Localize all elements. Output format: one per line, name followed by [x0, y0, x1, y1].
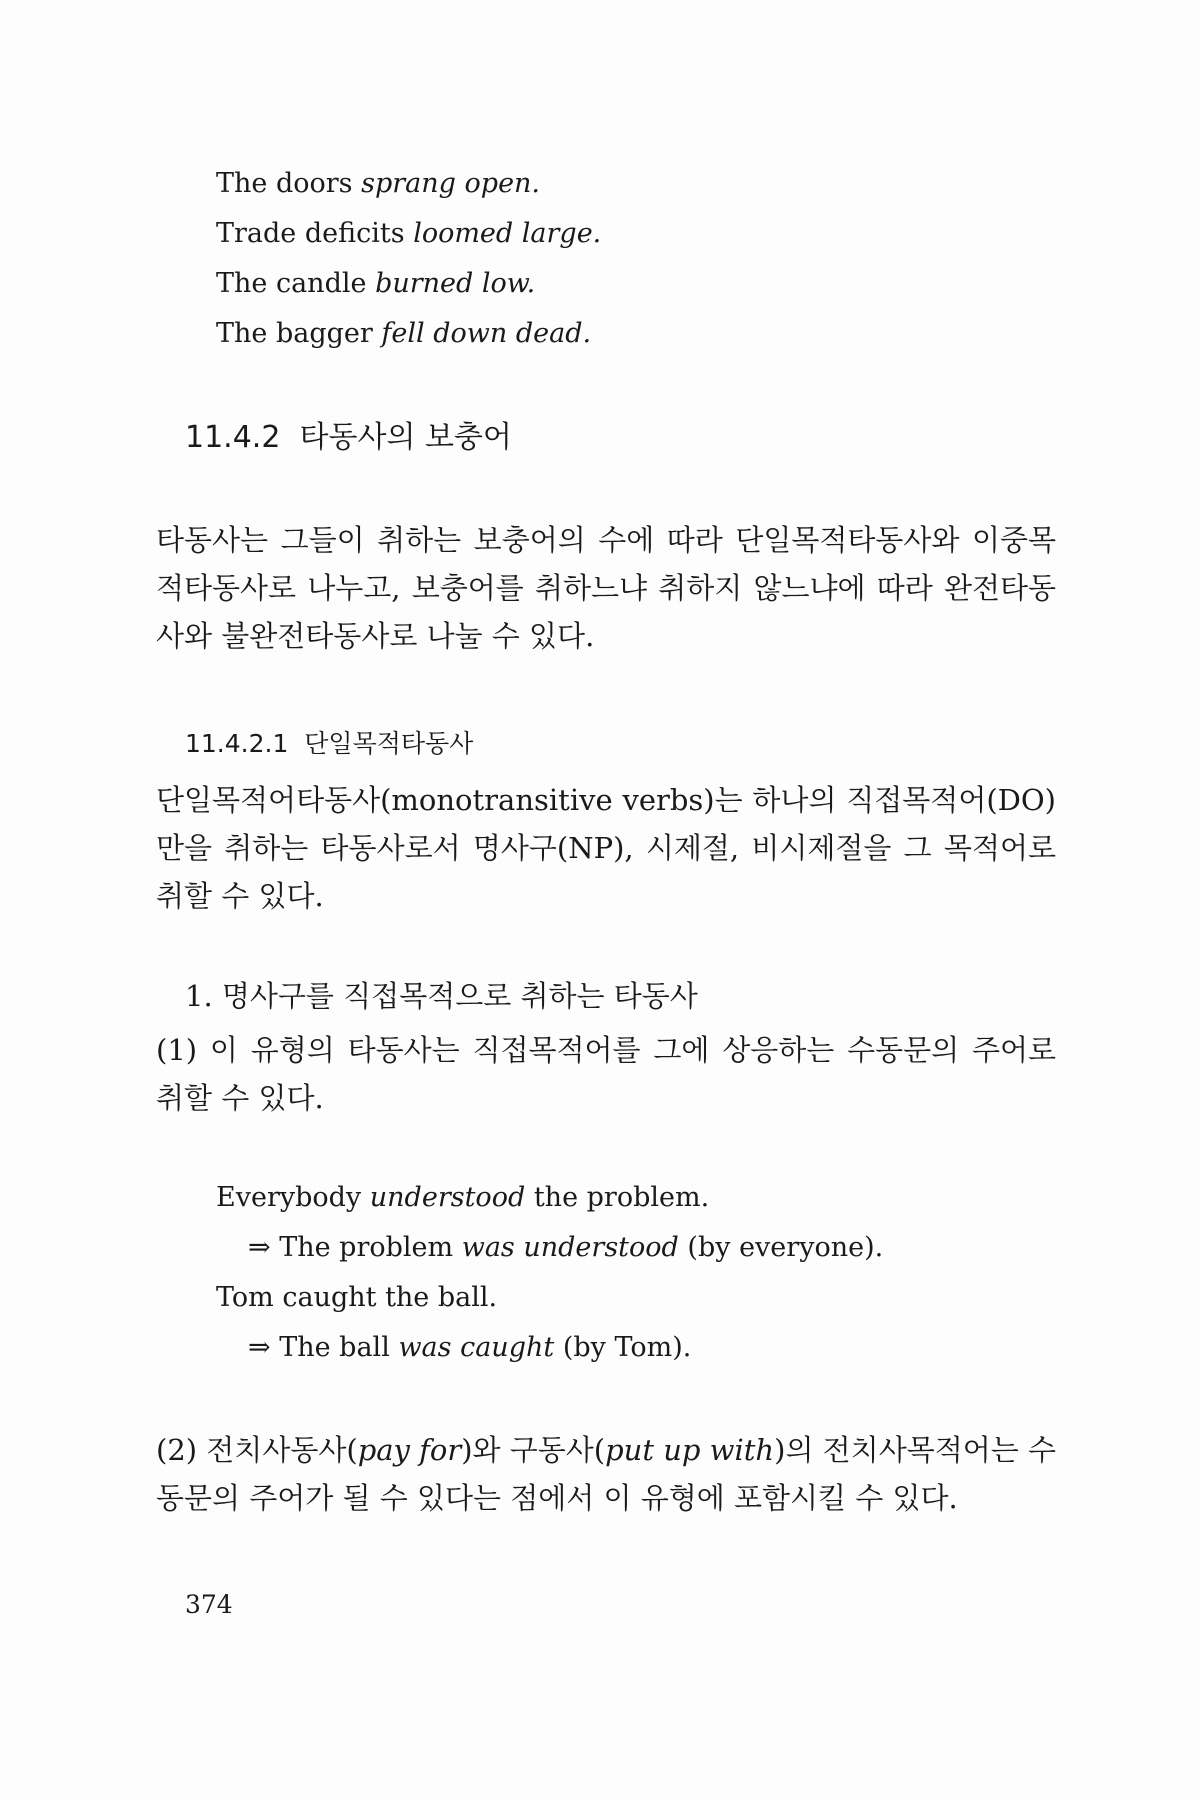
arrow-icon: ⇒ [248, 1232, 271, 1263]
item-italic: pay for [357, 1433, 462, 1467]
subsection-heading [185, 726, 473, 762]
section-heading [185, 418, 512, 458]
example-passive [248, 1330, 691, 1366]
example-verb: was caught [398, 1332, 555, 1363]
example-italic-text: loomed large. [413, 218, 602, 249]
example-sentence [216, 166, 540, 202]
item-italic: put up with [605, 1433, 775, 1467]
point-item-2 [156, 1426, 1056, 1522]
item-text: )와 구동사( [461, 1433, 606, 1467]
example-text: Tom caught the ball. [216, 1282, 498, 1313]
item-text: (2) 전치사동사( [156, 1433, 358, 1467]
example-verb: understood [369, 1182, 526, 1213]
example-italic-text: sprang open. [361, 168, 541, 199]
point-item-1: (1) 이 유형의 타동사는 직접목적어를 그에 상응하는 수동문의 주어로 취할 수 있다. [156, 1033, 1056, 1115]
intro-paragraph: 타동사는 그들이 취하는 보충어의 수에 따라 단일목적타동사와 이중목적타동사로 나누고, 보충어를 취하느냐 취하지 않느냐에 따라 완전타동사와 불완전타동사로 나눌 수 있다. [156, 523, 1056, 653]
arrow-icon: ⇒ [248, 1332, 271, 1363]
section-title: 타동사의 보충어 [299, 420, 512, 455]
example-plain-text: Trade deficits [216, 218, 405, 249]
example-active [216, 1280, 497, 1316]
example-sentence [216, 316, 591, 352]
example-plain-text: The candle [216, 268, 367, 299]
subsection-title: 단일목적타동사 [304, 729, 474, 758]
example-plain-text: The doors [216, 168, 353, 199]
subsection-paragraph: 단일목적어타동사(monotransitive verbs)는 하나의 직접목적어(DO)만을 취하는 타동사로서 명사구(NP), 시제절, 비시제절을 그 목적어로 취할 수 있다. [156, 783, 1056, 913]
example-sentence [216, 266, 535, 302]
example-rest: (by Tom). [562, 1332, 692, 1363]
point-heading: 1. 명사구를 직접목적으로 취하는 타동사 [185, 979, 698, 1013]
example-rest: (by everyone). [687, 1232, 884, 1263]
example-passive [248, 1230, 883, 1266]
example-active [216, 1180, 709, 1216]
item-text: )의 전치사목적어는 수동문의 주어가 될 수 있다는 점에서 이 유형에 포함시킬 수 있다. [156, 1433, 1057, 1515]
example-subject: The problem [279, 1232, 454, 1263]
section-number: 11.4.2 [185, 420, 281, 455]
subsection-number: 11.4.2.1 [185, 729, 289, 758]
example-sentence [216, 216, 601, 252]
example-rest: the problem. [533, 1182, 710, 1213]
example-verb: was understood [461, 1232, 679, 1263]
example-plain-text: The bagger [216, 318, 373, 349]
example-italic-text: fell down dead. [381, 318, 592, 349]
page-number: 374 [185, 1590, 233, 1619]
example-subject: The ball [279, 1332, 390, 1363]
example-subject: Everybody [216, 1182, 362, 1213]
example-italic-text: burned low. [375, 268, 536, 299]
